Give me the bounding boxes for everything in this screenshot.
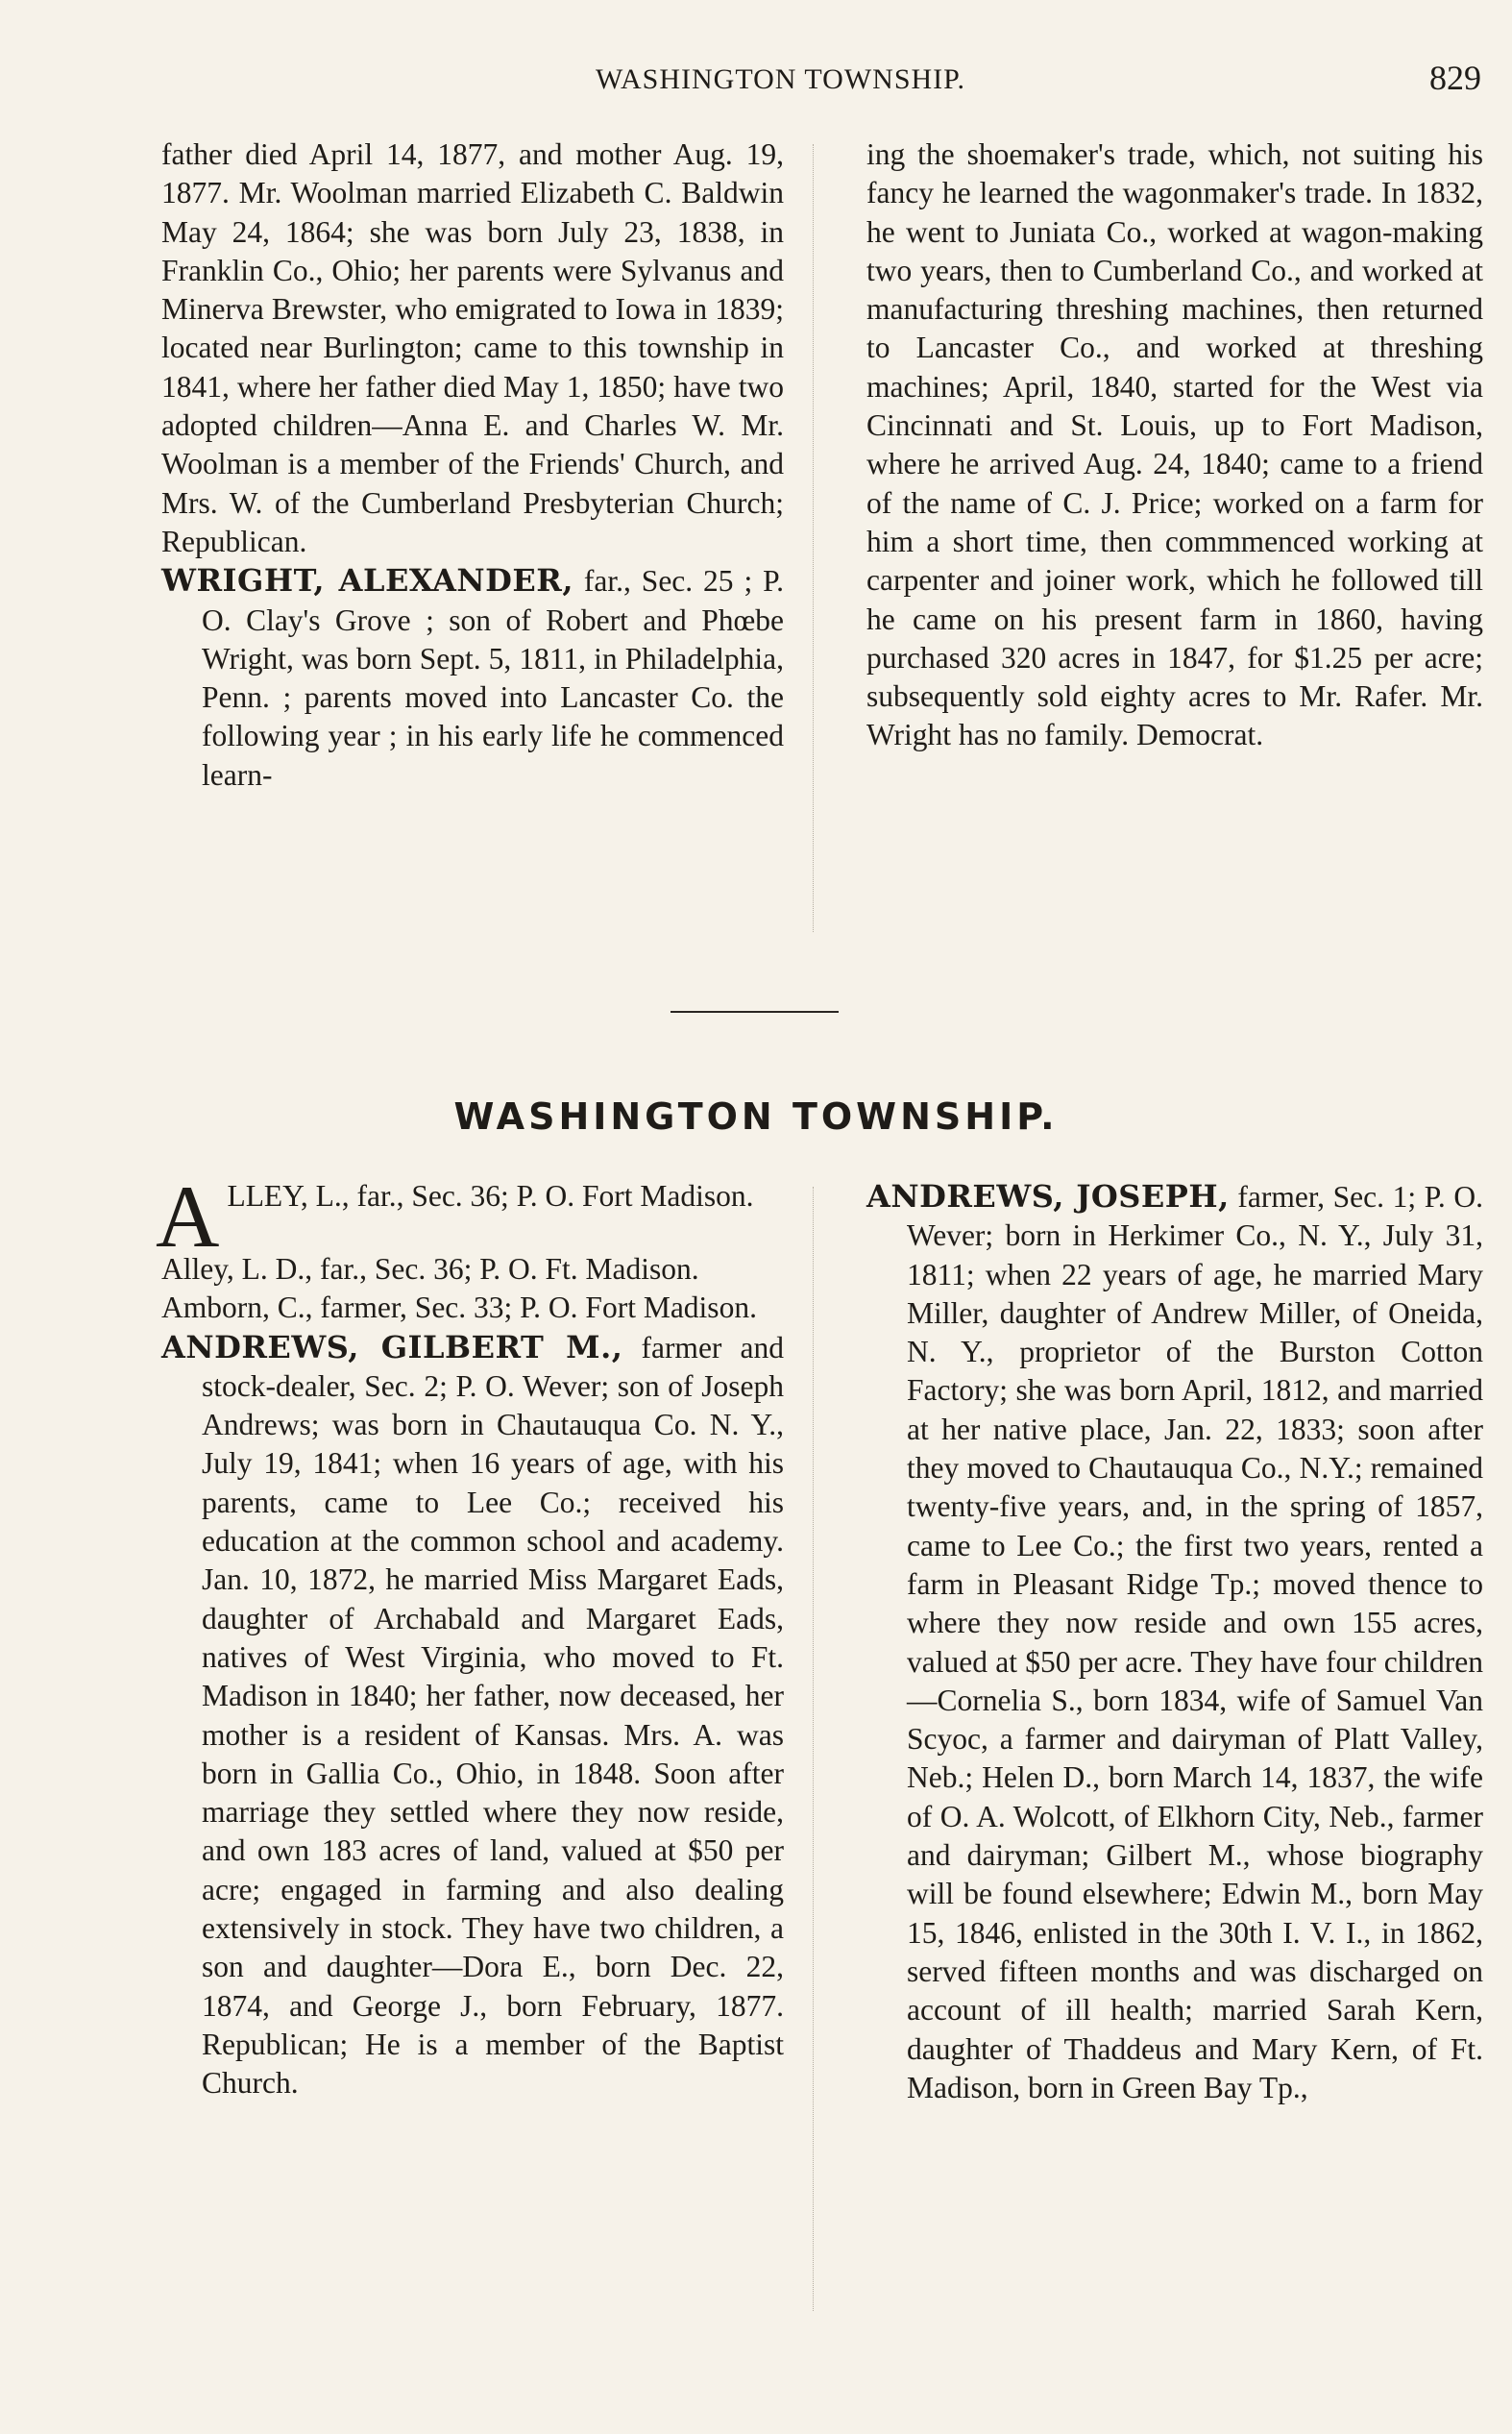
bottom-right-column	[866, 1177, 1483, 2107]
wright-continuation: ing the shoemaker's trade, which, not suiting his fancy he learned the wagonmaker's trade. In 1832, he went to Juniata Co., worked at wagon-making two years, then to Cumberland Co., and worked at manufacturing threshing machines, then returned to Lancaster Co., and worked at threshing machines; April, 1840, started for the West via Cincinnati and St. Louis, up to Fort Madison, where he arrived Aug. 24, 1840; came to a friend of the name of C. J. Price; worked on a farm for him a short time, then commmenced working at carpenter and joiner work, which he followed till he came on his present farm in 1860, having purchased 320 acres in 1847, for $1.25 per acre; subsequently sold eighty acres to Mr. Rafer. Mr. Wright has no family. Democrat.	[866, 137, 1483, 752]
drop-cap: A	[156, 1168, 220, 1266]
andrews-joseph-entry	[866, 1177, 1483, 2107]
column-rule-top	[813, 144, 814, 932]
section-divider	[671, 1011, 839, 1013]
wright-entry	[161, 561, 784, 795]
woolman-continuation: father died April 14, 1877, and mother Aug. 19, 1877. Mr. Woolman married Elizabeth C. Baldwin May 24, 1864; she was born July 23, 1838, in Franklin Co., Ohio; her parents were Sylvanus and Minerva Brewster, who emigrated to Iowa in 1839; located near Burlington; came to this township in 1841, where her father died May 1, 1850; have two adopted children—Anna E. and Charles W. Mr. Woolman is a member of the Friends' Church, and Mrs. W. of the Cumberland Presbyterian Church; Republican.	[161, 137, 784, 558]
bottom-left-column	[156, 1168, 784, 2103]
andrews-joseph-name: ANDREWS, JOSEPH,	[866, 1178, 1230, 1215]
column-rule-bottom	[813, 1187, 814, 2311]
andrews-gilbert-text: farmer and stock-dealer, Sec. 2; P. O. Wever; son of Joseph Andrews; was born in Chautauqua Co. N. Y., July 19, 1841; when 16 years of age, with his parents, came to Lee Co.; received his education at the common school and academy. Jan. 10, 1872, he married Miss Margaret Eads, daughter of Archabald and Margaret Eads, natives of West Virginia, who moved to Ft. Madison in 1840; her father, now deceased, her mother is a resident of Kansas. Mrs. A. was born in Gallia Co., Ohio, in 1848. Soon after marriage they settled where they now reside, and own 183 acres of land, valued at $50 per acre; engaged in farming and also dealing extensively in stock. They have two children, a son and daughter—Dora E., born Dec. 22, 1874, and George J., born February, 1877. Republican; He is a member of the Baptist Church.	[202, 1330, 784, 2101]
andrews-joseph-text: farmer, Sec. 1; P. O. Wever; born in Herkimer Co., N. Y., July 31, 1811; when 22 years of age, he married Mary Miller, daughter of Andrew Miller, of Oneida, N. Y., proprietor of the Burston Cotton Factory; she was born April, 1812, and married at her native place, Jan. 22, 1833; soon after they moved to Chautauqua Co., N.Y.; remained twenty-five years, and, in the spring of 1857, came to Lee Co.; the first two years, rented a farm in Pleasant Ridge Tp.; moved thence to where they now reside and own 155 acres, valued at $50 per acre. They have four children—Cornelia S., born 1834, wife of Samuel Van Scyoc, a farmer and dairyman of Platt Valley, Neb.; Helen D., born March 14, 1837, the wife of O. A. Wolcott, of Elkhorn City, Neb., farmer and dairyman; Gilbert M., whose biography will be found elsewhere; Edwin M., born May 15, 1846, enlisted in the 30th I. V. I., in 1862, served fifteen months and was discharged on account of ill health; married Sarah Kern, daughter of Thaddeus and Mary Kern, of Ft. Madison, born in Green Bay Tp.,	[907, 1180, 1484, 2104]
top-right-column	[866, 135, 1483, 755]
page-number: 829	[1429, 59, 1481, 97]
wright-text: far., Sec. 25 ; P. O. Clay's Grove ; son of Robert and Phœbe Wright, was born Sept. 5, 1811, in Philadelphia, Penn. ; parents moved into Lancaster Co. the following year ; in his early life he commenced learn-	[202, 564, 785, 792]
alley-ld-entry: Alley, L. D., far., Sec. 36; P. O. Ft. Madison.	[161, 1252, 699, 1286]
andrews-gilbert-entry	[161, 1328, 784, 2103]
wright-name: WRIGHT, ALEXANDER,	[161, 562, 574, 600]
running-title: WASHINGTON TOWNSHIP.	[596, 63, 966, 95]
andrews-gilbert-name: ANDREWS, GILBERT M.,	[161, 1328, 623, 1365]
alley-l-text: LLEY, L., far., Sec. 36; P. O. Fort Madison.	[227, 1179, 754, 1213]
section-title: WASHINGTON TOWNSHIP.	[453, 1095, 1059, 1138]
page-header	[0, 58, 1512, 106]
top-left-column	[161, 135, 784, 795]
alley-l-entry	[156, 1168, 784, 1266]
amborn-entry: Amborn, C., farmer, Sec. 33; P. O. Fort Madison.	[161, 1291, 757, 1325]
